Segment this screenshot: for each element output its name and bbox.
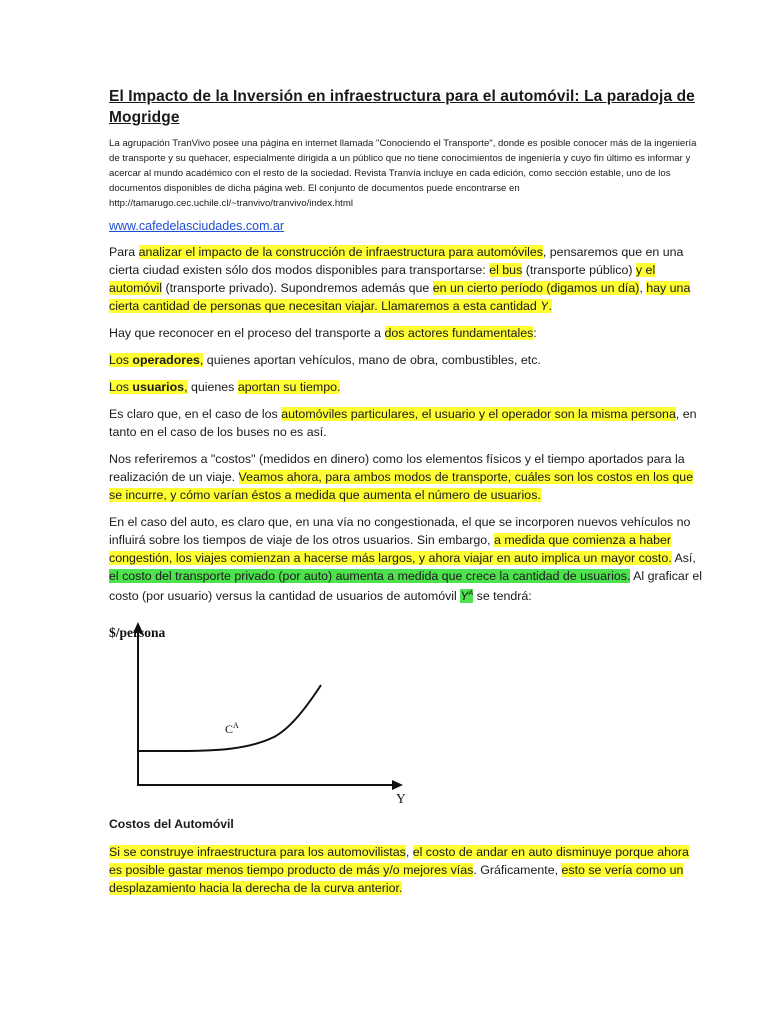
highlight-variable: Y [540,299,549,313]
highlight: aportan su tiempo. [237,380,341,394]
highlight: hay una cierta cantidad de personas que necesitan viajar. Llamaremos a esta cantidad [109,281,691,313]
intro-paragraph [109,136,705,211]
highlight: esto se vería como un desplazamiento hacia la derecha de la curva anterior. [109,863,684,896]
paragraph-1 [109,243,705,315]
text: (transporte privado). Supondremos además que [162,281,433,295]
text: , [405,845,413,860]
text: Es claro que, en el caso de los [109,407,282,421]
x-axis-label: Y [396,791,406,807]
paragraph-8 [109,843,705,897]
highlight: , [184,380,188,394]
website-link[interactable]: www.cafedelasciudades.com.ar [109,219,285,233]
highlight: analizar el impacto de la construcción de infraestructura para automóviles [138,245,543,259]
text: se tendrá: [473,589,532,604]
highlight-green-variable [460,589,473,603]
text: , pensaremos que en una cierta ciudad existen sólo dos modos disponibles para transportarse: [109,245,684,277]
highlight: el bus [489,263,523,277]
text: Hay que reconocer en el proceso del transporte a [109,326,385,340]
highlight: el costo de andar en auto disminuye porque ahora es posible gastar menos tiempo producto de más y/o mejores vías [109,845,689,878]
y-axis-label: $/persona [109,625,166,641]
highlight-bold: operadores [132,353,200,367]
paragraph-3 [109,351,705,369]
text: Nos referiremos a "costos" (medidos en dinero) como los elementos físicos y el tiempo aportados para la realización de un viaje. [109,452,685,484]
paragraph-7 [109,513,705,605]
variable: Y [460,589,469,604]
text: Para [109,245,139,259]
text: quienes [187,380,238,394]
curve-label [225,721,239,737]
intro-text: La agrupación TranVivo posee una página en internet llamada "Conociendo el Transporte", donde es posible conocer más de la ingeniería de transporte y su quehacer, especialmente dirigida a un público que no tiene conocimientos de ingeniería y cuyo fin último es informar y acercar al mundo académico con el resto de la sociedad. Revista Tranvía incluye en cada edición, como sección estable, uno de los documentos disponibles de dicha página web. El conjunto de documentos puede encontrarse en http://tamarugo.cec.uchile.cl/~tranvivo/tranvivo/index.html [109,138,697,209]
text: , [639,281,647,295]
text: , en tanto en el caso de los buses no es así. [109,407,697,439]
highlight: y el automóvil [109,263,656,295]
text: : [533,326,537,340]
highlight: . [548,299,552,313]
text: En el caso del auto, es claro que, en una vía no congestionada, el que se incorporen nuevos vehículos no influirá sobre los tiempos de viaje de los otros usuarios. Sin embargo, [109,515,691,547]
paragraph-4 [109,378,705,396]
cost-curve-diagram [109,611,429,811]
highlight-bold: usuarios [132,380,185,394]
paragraph-5 [109,405,705,441]
figure-caption: Costos del Automóvil [109,817,234,832]
highlight: , [199,353,204,367]
text: Así, [671,551,696,565]
paragraph-6 [109,450,705,504]
document-title: El Impacto de la Inversión en infraestructura para el automóvil: La paradoja de Mogridge [109,88,695,126]
text: Al graficar el costo (por usuario) versus la cantidad de usuarios de automóvil [109,569,703,604]
highlight: en un cierto período (digamos un día) [432,281,640,295]
highlight: Si se construye infraestructura para los automovilistas [109,845,406,860]
cost-curve-figure [109,611,705,811]
text: . Gráficamente, [473,863,562,878]
x-axis-arrowhead [392,780,403,790]
curve-label-text: C [225,722,234,737]
highlight: a medida que comienza a haber congestión, los viajes comienzan a hacerse más largos, y ahora viajar en auto implica un mayor costo. [109,533,672,565]
highlight: automóviles particulares, el usuario y el operador son la misma persona [281,407,676,421]
highlight: Veamos ahora, para ambos modos de transporte, cuáles son los costos en los que se incurre, y cómo varían éstos a medida que aumenta el número de usuarios. [109,470,694,502]
document-page [109,86,705,897]
highlight-green: el costo del transporte privado (por auto) aumenta a medida que crece la cantidad de usuarios. [109,569,631,583]
paragraph-2 [109,324,705,342]
curve-label-superscript: A [233,721,239,731]
variable-superscript: A [468,590,474,597]
highlight: Los [109,380,133,394]
cost-curve [138,685,321,751]
highlight: dos actores fundamentales [384,326,534,340]
text: (transporte público) [522,263,636,277]
highlight: Los [109,353,133,367]
text: quienes aportan vehículos, mano de obra, combustibles, etc. [203,353,541,367]
